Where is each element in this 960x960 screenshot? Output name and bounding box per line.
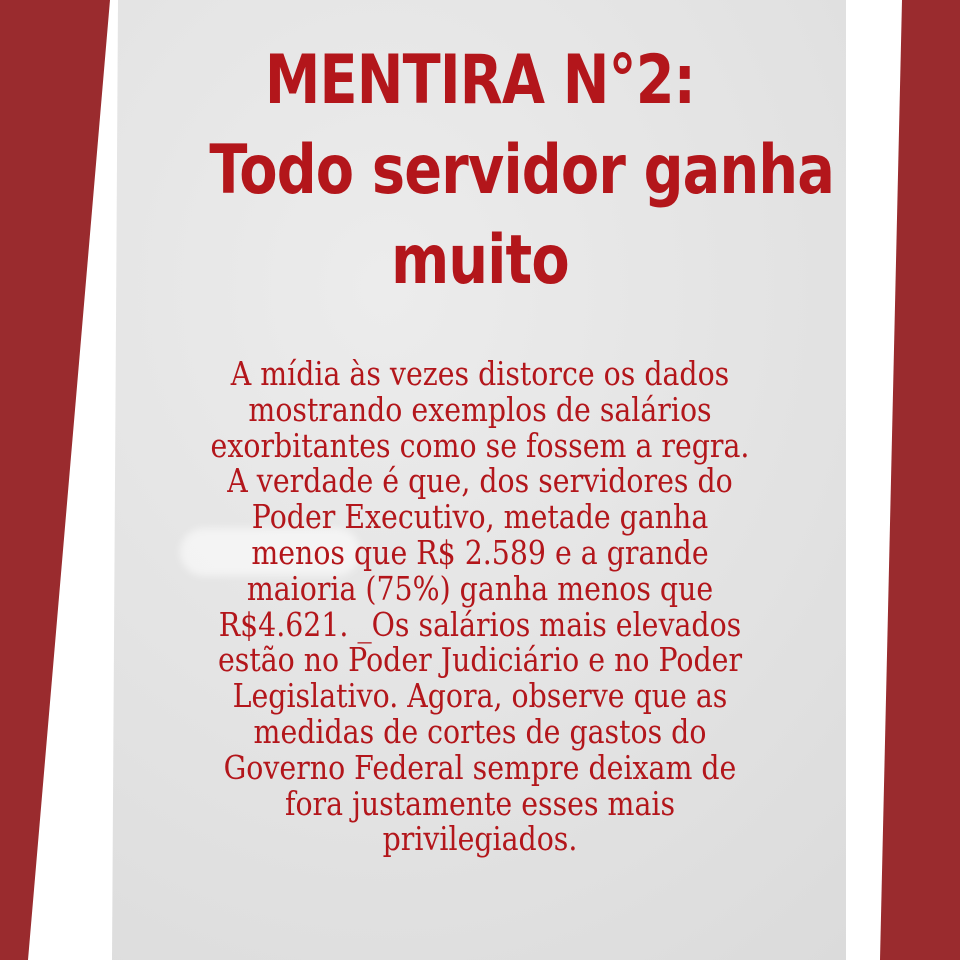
body-line-13: fora justamente esses mais — [284, 783, 676, 823]
body-line-4: A verdade é que, dos servidores do — [227, 461, 733, 501]
body-line-6: menos que R$ 2.589 e a grande — [251, 532, 709, 572]
body-line-1: A mídia às vezes distorce os dados — [230, 354, 730, 393]
body-line-8: R$4.621. _Os salários mais elevados — [218, 604, 742, 644]
headline-line-3: muito — [391, 221, 569, 300]
body-line-2: mostrando exemplos de salários — [248, 389, 712, 429]
body-text — [188, 356, 773, 857]
body-line-7: maioria (75%) ganha menos que — [246, 568, 714, 608]
body-line-9: estão no Poder Judiciário e no Poder — [217, 640, 743, 680]
headline-line-2: Todo servidor ganha — [209, 131, 835, 210]
headline — [209, 36, 835, 306]
body-line-10: Legislativo. Agora, observe que as — [232, 676, 728, 716]
body-line-11: medidas de cortes de gastos do — [253, 711, 707, 751]
headline-line-1: MENTIRA N°2: — [264, 41, 696, 120]
body-line-14: privilegiados. — [382, 819, 578, 859]
body-line-3: exorbitantes como se fossem a regra. — [210, 425, 750, 465]
body-line-12: Governo Federal sempre deixam de — [223, 747, 737, 787]
body-line-5: Poder Executivo, metade ganha — [251, 497, 709, 537]
